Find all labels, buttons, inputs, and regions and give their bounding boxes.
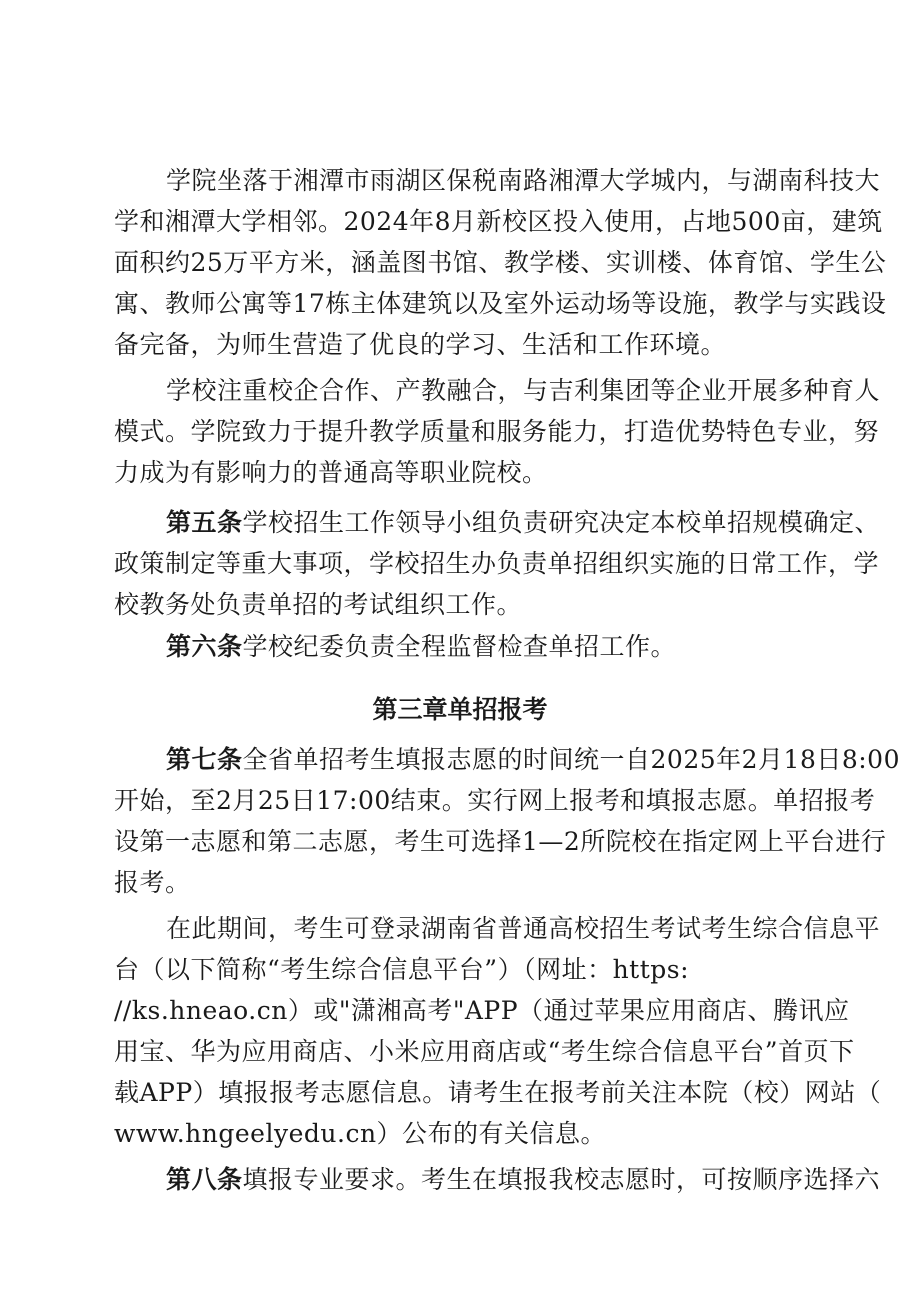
paragraph-line: 台（以下简称“考生综合信息平台”）（网址：https: — [114, 955, 690, 984]
paragraph-line: 备完备，为师生营造了优良的学习、生活和工作环境。 — [114, 330, 727, 359]
article-7-label: 第七条 — [166, 745, 243, 774]
article-5-text: 学校招生工作领导小组负责研究决定本校单招规模确定、 — [242, 508, 881, 537]
paragraph-line: 设第一志愿和第二志愿，考生可选择1—2所院校在指定网上平台进行 — [114, 827, 887, 856]
paragraph-line: 开始，至2月25日17:00结束。实行网上报考和填报志愿。单招报考 — [114, 786, 876, 815]
article-6-line — [166, 630, 814, 664]
article-7-line — [166, 743, 900, 777]
article-5-label: 第五条 — [166, 508, 243, 537]
article-5-line — [166, 506, 881, 540]
paragraph-line: 用宝、华为应用商店、小米应用商店或“考生综合信息平台”首页下 — [114, 1037, 855, 1066]
paragraph-line: 模式。学院致力于提升教学质量和服务能力，打造优势特色专业，努 — [114, 417, 880, 446]
paragraph-line: 学院坐落于湘潭市雨湖区保税南路湘潭大学城内，与湖南科技大 — [166, 166, 881, 195]
paragraph-line: 学校注重校企合作、产教融合，与吉利集团等企业开展多种育人 — [166, 376, 881, 405]
paragraph-line: 力成为有影响力的普通高等职业院校。 — [114, 458, 548, 487]
paragraph-line: 学和湘潭大学相邻。2024年8月新校区投入使用，占地500亩，建筑 — [114, 207, 883, 236]
article-7-text: 全省单招考生填报志愿的时间统一自2025年2月18日8:00 — [242, 745, 900, 774]
paragraph-line: //ks.hneao.cn）或"潇湘高考"APP（通过苹果应用商店、腾讯应 — [114, 996, 850, 1025]
article-8-text: 填报专业要求。考生在填报我校志愿时，可按顺序选择六 — [242, 1165, 881, 1194]
article-8-label: 第八条 — [166, 1165, 243, 1194]
article-8-line — [166, 1163, 881, 1197]
paragraph-line: 面积约25万平方米，涵盖图书馆、教学楼、实训楼、体育馆、学生公 — [114, 248, 887, 277]
paragraph-line: www.hngeelyedu.cn）公布的有关信息。 — [114, 1119, 607, 1148]
paragraph-line: 寓、教师公寓等17栋主体建筑以及室外运动场等设施，教学与实践设 — [114, 289, 887, 318]
paragraph-line: 政策制定等重大事项，学校招生办负责单招组织实施的日常工作，学 — [114, 549, 880, 578]
article-6-label: 第六条 — [166, 632, 243, 661]
paragraph-line: 报考。 — [114, 868, 191, 897]
article-6-text: 学校纪委负责全程监督检查单招工作。 — [242, 632, 677, 661]
paragraph-line: 在此期间，考生可登录湖南省普通高校招生考试考生综合信息平 — [166, 914, 881, 943]
paragraph-line: 校教务处负责单招的考试组织工作。 — [114, 590, 523, 619]
paragraph-line: 载APP）填报报考志愿信息。请考生在报考前关注本院（校）网站（ — [114, 1078, 882, 1107]
chapter-heading: 第三章单招报考 — [372, 695, 548, 724]
